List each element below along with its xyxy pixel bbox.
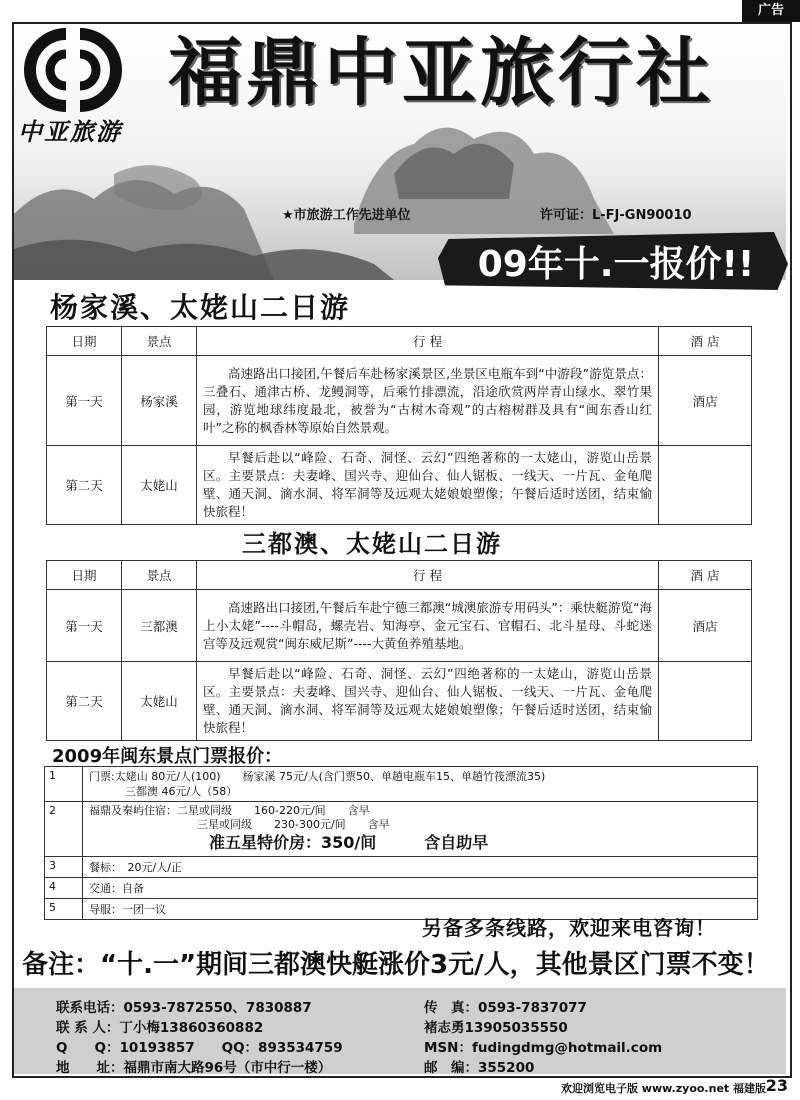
- company-logo-icon: [18, 28, 128, 112]
- header-itinerary: 行 程: [197, 327, 659, 356]
- day-cell: 第二天: [47, 662, 122, 741]
- table-row: [47, 446, 752, 525]
- header-spot: 景点: [122, 561, 197, 590]
- contact-panel: [14, 988, 786, 1074]
- phone-value: 0593-7872550、7830887: [123, 1000, 312, 1016]
- ticket-no: 4: [45, 878, 83, 898]
- header-date: 日期: [47, 327, 122, 356]
- ticket-line: 福鼎及秦屿住宿：二星或同级 160-220元/间 含早: [89, 804, 370, 817]
- ticket-line: 三都澳 46元/人（58）: [125, 785, 238, 798]
- table-header-row: [47, 327, 752, 356]
- itinerary-cell: 高速路出口接团,午餐后车赴杨家溪景区,坐景区电瓶车到“中游段”游览景点：三叠石、通津古桥、龙鳗洞等，后乘竹排漂流，沿途欣赏两岸青山绿水、翠竹果园，游览地球纬度最北，被誉为“古树木奇观”的古榕树群及具有“闽东香山红叶”之称的枫香林等原始自然景观。: [197, 356, 659, 446]
- person-value: 丁小梅13860360882: [119, 1020, 264, 1036]
- msn-value: fudingdmg@hotmail.com: [471, 1040, 663, 1056]
- itinerary-cell: 高速路出口接团,午餐后车赴宁德三都澳“城澳旅游专用码头”：乘快艇游览“海上小太姥”----斗帽岛，螺壳岩、知海亭、金元宝石、官帽石、北斗星母、斗蛇迷宫等及远观赏“闽东威尼斯”----大黄鱼养殖基地。: [197, 590, 659, 662]
- ticket-row: [45, 767, 757, 802]
- ticket-line: 交通：自备: [89, 882, 144, 895]
- header-itinerary: 行 程: [197, 561, 659, 590]
- spot-cell: 太姥山: [122, 662, 197, 741]
- company-name: 福鼎中亚旅行社: [168, 30, 714, 116]
- itinerary-cell: 早餐后赴以“峰险、石奇、洞怪、云幻”四绝著称的一太姥山，游览山岳景区。主要景点：夫妻峰、国兴寺、迎仙台、仙人锯板、一线天、一片瓦、金龟爬壁、通天洞、滴水洞、将军洞等及远观太姥娘娘塑像；午餐后适时送团，结束愉快旅程！: [197, 446, 659, 525]
- ticket-no: 3: [45, 857, 83, 877]
- hotel-cell: 酒店: [659, 590, 752, 662]
- page-number: 23: [765, 1076, 788, 1095]
- day-cell: 第一天: [47, 590, 122, 662]
- header-hotel: 酒 店: [659, 327, 752, 356]
- postcode-value: 355200: [478, 1060, 535, 1076]
- postcode-label: 邮 编：: [424, 1060, 478, 1076]
- ticket-row: [45, 802, 757, 857]
- header-date: 日期: [47, 561, 122, 590]
- address-value: 福鼎市南大路96号（市中行一楼）: [123, 1060, 332, 1076]
- ticket-line: 门票:太姥山 80元/人(100) 杨家溪 75元/人(含门票50、单趟电瓶车15、单趟竹筏漂流35): [89, 770, 546, 783]
- logo-text: 中亚旅游: [18, 118, 122, 146]
- ticket-line: 导服：一团一议: [89, 903, 166, 916]
- spot-cell: 太姥山: [122, 446, 197, 525]
- award-text: ★市旅游工作先进单位: [282, 208, 411, 223]
- spot-cell: 杨家溪: [122, 356, 197, 446]
- ad-label: 广告: [742, 0, 800, 22]
- ticket-title: 2009年闽东景点门票报价：: [52, 746, 283, 767]
- special-room-offer: 准五星特价房：350/间 含自助早: [209, 833, 489, 852]
- tour-2-table: [46, 560, 752, 741]
- quote-banner: 09年十.一报价!!: [477, 244, 755, 285]
- tour-1-title: 杨家溪、太姥山二日游: [50, 291, 351, 324]
- ticket-no: 1: [45, 767, 83, 801]
- ticket-line: 三星或同级 230-300元/间 含早: [197, 818, 390, 831]
- address-label: 地 址：: [56, 1060, 124, 1076]
- header-spot: 景点: [122, 327, 197, 356]
- table-row: [47, 662, 752, 741]
- msn-label: MSN：: [424, 1040, 472, 1056]
- table-row: [47, 590, 752, 662]
- ticket-no: 5: [45, 899, 83, 919]
- ticket-row: [45, 857, 757, 878]
- tour-1-table: [46, 326, 752, 525]
- fax-label: 传 真：: [424, 1000, 478, 1016]
- fax-value: 0593-7837077: [478, 1000, 587, 1016]
- header-hotel: 酒 店: [659, 561, 752, 590]
- hotel-cell: [659, 446, 752, 525]
- hotel-cell: 酒店: [659, 356, 752, 446]
- price-note: 备注：“十.一”期间三都澳快艇涨价3元/人，其他景区门票不变！: [22, 950, 770, 980]
- day-cell: 第二天: [47, 446, 122, 525]
- qq-label: Q Q：: [56, 1040, 120, 1056]
- ticket-table: [44, 766, 758, 920]
- hotel-cell: [659, 662, 752, 741]
- ticket-line: 餐标： 20元/人/正: [89, 861, 182, 874]
- ticket-row: [45, 878, 757, 899]
- itinerary-cell: 早餐后赴以“峰险、石奇、洞怪、云幻”四绝著称的一太姥山，游览山岳景区。主要景点：夫妻峰、国兴寺、迎仙台、仙人锯板、一线天、一片瓦、金龟爬壁、通天洞、滴水洞、将军洞等及远观太姥娘娘塑像；午餐后适时送团，结束愉快旅程！: [197, 662, 659, 741]
- qq-value: 10193857 QQ：893534759: [119, 1040, 343, 1056]
- person2-value: 褚志勇13905035550: [424, 1020, 568, 1036]
- footer-text: 欢迎浏览电子版 www.zyoo.net 福建版: [560, 1082, 766, 1095]
- tour-2-title: 三都澳、太姥山二日游: [242, 530, 502, 558]
- spot-cell: 三都澳: [122, 590, 197, 662]
- more-routes-text: 另备多条线路，欢迎来电咨询！: [422, 916, 716, 940]
- table-header-row: [47, 561, 752, 590]
- person-label: 联 系 人：: [56, 1020, 120, 1036]
- day-cell: 第一天: [47, 356, 122, 446]
- ticket-no: 2: [45, 802, 83, 856]
- license-text: 许可证：L-FJ-GN90010: [540, 208, 692, 223]
- table-row: [47, 356, 752, 446]
- phone-label: 联系电话：: [56, 1000, 124, 1016]
